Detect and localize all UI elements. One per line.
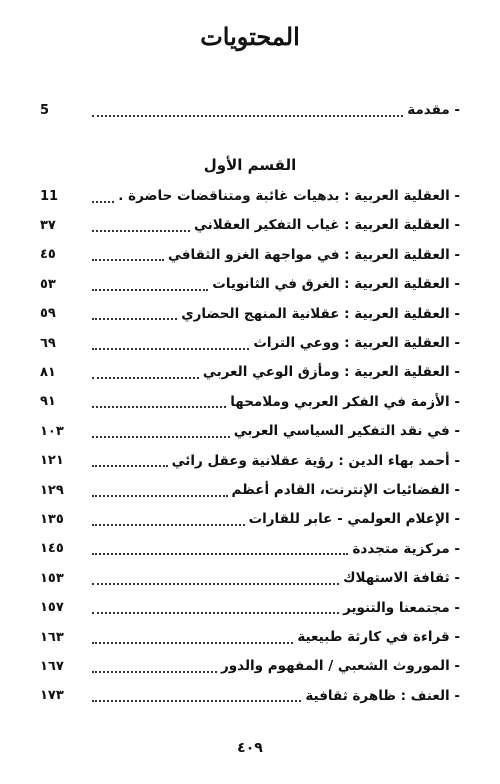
dot-leader	[92, 494, 228, 497]
toc-entry-title: - في نقد التفكير السياسي العربي	[233, 423, 460, 440]
page-number: ٤٠٩	[237, 740, 263, 756]
dot-leader	[92, 258, 164, 261]
toc-entry-title: - العقلية العربية : ومأزق الوعي العربي	[202, 364, 460, 381]
dot-leader	[92, 405, 226, 408]
dot-leader	[92, 699, 301, 702]
toc-entry-title: - الإعلام العولمي - عابر للقارات	[248, 511, 460, 528]
dot-leader	[92, 317, 177, 320]
dot-leader	[92, 641, 293, 644]
dot-leader	[92, 611, 339, 614]
toc-entry-title: - مركزية متجددة	[352, 540, 460, 557]
dot-leader	[92, 376, 199, 379]
toc-entry[interactable]	[40, 360, 460, 384]
toc-entry-intro[interactable]	[40, 98, 460, 122]
toc-entry-page: ١٦٧	[40, 658, 64, 674]
toc-entry-page: 5	[40, 102, 50, 118]
toc-entry-page: ١٦٣	[40, 629, 64, 645]
toc-entry[interactable]	[40, 507, 460, 531]
toc-entry-page: ٥٩	[40, 306, 56, 322]
dot-leader	[92, 229, 190, 232]
dot-leader	[92, 582, 339, 585]
toc-entry[interactable]	[40, 390, 460, 414]
toc-entry-title: - الفضائيات الإنترنت، القادم أعظم	[231, 482, 460, 498]
toc-entry[interactable]	[40, 596, 460, 620]
toc-entry-title: - أحمد بهاء الدين : رؤية عقلانية وعقل رائي	[171, 452, 460, 469]
toc-entry-title: - ثقافة الاستهلاك	[343, 570, 460, 587]
toc-entry[interactable]	[40, 184, 460, 208]
toc-entry[interactable]	[40, 213, 460, 237]
toc-entry-title: - العقلية العربية : في مواجهة الغزو الثقافي	[168, 246, 460, 263]
section-heading: القسم الأول	[203, 156, 297, 174]
toc-entry-title: - العنف : ظاهرة ثقافية	[305, 687, 460, 704]
toc-entry[interactable]	[40, 537, 460, 561]
dot-leader	[92, 523, 245, 526]
toc-entry-page: ١٧٣	[40, 688, 64, 704]
page-title: المحتويات	[200, 22, 300, 51]
toc-entry-title: - العقلية العربية : غياب التفكير العقلاني	[194, 217, 460, 234]
toc-entry-title: - الموروث الشعبي / المفهوم والدور	[221, 658, 460, 675]
toc-entry-page: ١٠٣	[40, 423, 64, 439]
toc-entry[interactable]	[40, 654, 460, 678]
dot-leader	[92, 200, 114, 203]
toc-entry-title: - العقلية العربية : ووعي التراث	[253, 335, 460, 351]
toc-entry-title: - العقلية العربية : الغرق في الثانويات	[212, 276, 460, 293]
toc-entry-title: - قراءة في كارثة طبيعية	[297, 629, 460, 645]
toc-entry-page: ٦٩	[40, 335, 56, 351]
toc-entry-title: - مجتمعنا والتنوير	[343, 599, 460, 616]
toc-entry[interactable]	[40, 566, 460, 590]
toc-entry-page: ١٣٥	[40, 511, 64, 527]
dot-leader	[92, 347, 249, 350]
toc-entry-page: ١٢٩	[40, 482, 64, 498]
toc-entry-page: ٤٥	[40, 247, 56, 263]
toc-entry[interactable]	[40, 331, 460, 355]
toc-entry[interactable]	[40, 625, 460, 649]
toc-entry-title: - العقلية العربية : عقلانية المنهج الحضاري	[181, 305, 460, 322]
toc-entry-title: - مقدمة	[407, 102, 460, 118]
toc-entry[interactable]	[40, 478, 460, 502]
dot-leader	[92, 552, 348, 555]
toc-entry[interactable]	[40, 684, 460, 708]
toc-entry[interactable]	[40, 272, 460, 296]
toc-entry-page: ١٤٥	[40, 541, 64, 557]
dot-leader	[92, 435, 230, 438]
dot-leader	[92, 670, 217, 673]
toc-entry-title: - العقلية العربية : بدهيات غائبة ومتناقضات حاضرة .	[118, 188, 460, 204]
toc-entry-title: - الأزمة في الفكر العربي وملامحها	[230, 393, 460, 410]
toc-entry[interactable]	[40, 243, 460, 267]
toc-entry-page: ٣٧	[40, 217, 56, 233]
toc-entry[interactable]	[40, 449, 460, 473]
toc-entry[interactable]	[40, 302, 460, 326]
toc-entry-page: ٨١	[40, 364, 56, 380]
toc-entry-page: ١٢١	[40, 453, 64, 469]
toc-entry-page: ١٥٣	[40, 570, 64, 586]
toc-entry-page: 11	[40, 188, 59, 204]
dot-leader	[92, 114, 403, 117]
toc-entry[interactable]	[40, 419, 460, 443]
toc-entry-page: ١٥٧	[40, 600, 64, 616]
dot-leader	[92, 464, 168, 467]
toc-entry-page: ٩١	[40, 394, 56, 410]
dot-leader	[92, 288, 208, 291]
toc-entry-page: ٥٣	[40, 276, 56, 292]
